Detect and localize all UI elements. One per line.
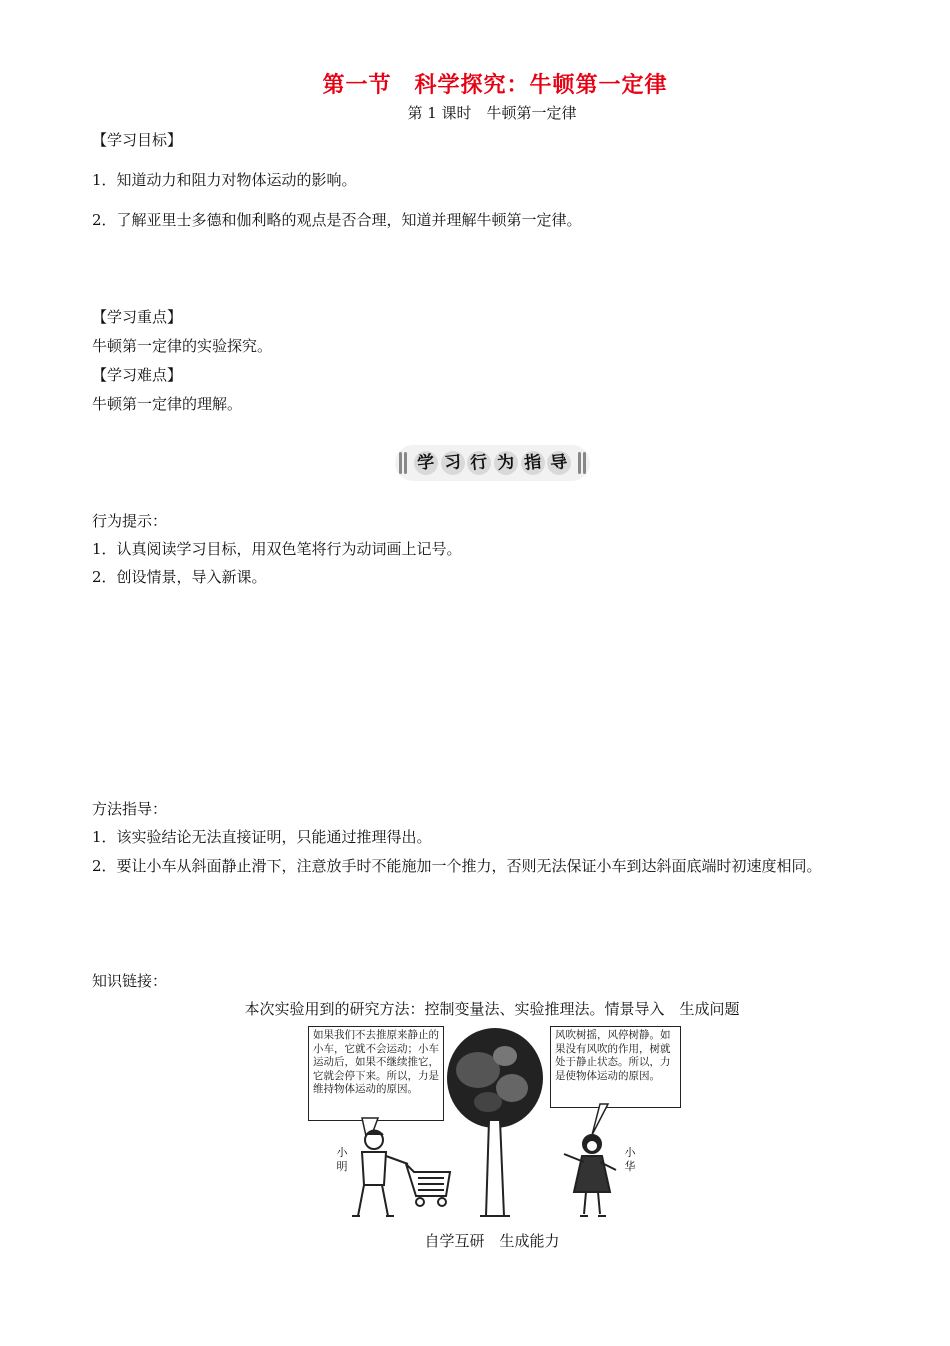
method-item-2: 2．要让小车从斜面静止滑下，注意放手时不能施加一个推力，否则无法保证小车到达斜面底端时初速度相同。 [92,857,822,875]
banner-char: 为 [493,450,519,476]
difficulty-heading: 【学习难点】 [92,366,183,384]
difficulty-text: 牛顿第一定律的理解。 [92,395,243,413]
right-bubble-tail [592,1104,608,1135]
method-item-1: 1．该实验结论无法直接证明，只能通过推理得出。 [92,828,432,846]
right-speech-bubble: 风吹树摇，风停树静。如果没有风吹的作用，树就处于静止状态。所以，力是使物体运动的原因。 [550,1026,681,1108]
banner-char: 习 [439,450,465,476]
knowledge-heading: 知识链接： [92,972,168,990]
objective-item-2: 2．了解亚里士多德和伽利略的观点是否合理，知道并理解牛顿第一定律。 [92,211,582,229]
behavior-item-2: 2．创设情景，导入新课。 [92,568,267,586]
method-heading: 方法指导： [92,800,168,818]
girl-name-label: 小 华 [624,1146,636,1173]
section-footer: 自学互研 生成能力 [424,1232,560,1250]
banner-char: 导 [546,450,572,476]
banner-left-ornament [399,452,407,474]
left-speech-bubble: 如果我们不去推原来静止的小车，它就不会运动；小车运动后，如果不继续推它，它就会停下来。所以，力是维持物体运动的原因。 [308,1026,444,1121]
key-point-heading: 【学习重点】 [92,308,183,326]
banner-char: 行 [466,450,492,476]
behavior-heading: 行为提示： [92,512,168,530]
key-point-text: 牛顿第一定律的实验探究。 [92,337,273,355]
boy-with-cart-icon [352,1131,450,1217]
banner-char: 指 [519,450,545,476]
knowledge-line: 本次实验用到的研究方法：控制变量法、实验推理法。情景导入 生成问题 [244,1000,740,1018]
illustration-svg [300,1020,700,1225]
section-banner [395,445,590,481]
behavior-item-1: 1．认真阅读学习目标，用双色笔将行为动词画上记号。 [92,540,462,558]
banner-right-ornament [578,452,586,474]
girl-icon [564,1135,616,1216]
tree-icon [447,1028,543,1216]
objectives-heading: 【学习目标】 [92,131,183,149]
banner-char: 学 [413,450,439,476]
page-title: 第一节 科学探究：牛顿第一定律 [322,73,668,98]
boy-name-label: 小 明 [336,1146,348,1173]
objective-item-1: 1．知道动力和阻力对物体运动的影响。 [92,171,357,189]
lesson-subtitle: 第 1 课时 牛顿第一定律 [407,104,577,122]
